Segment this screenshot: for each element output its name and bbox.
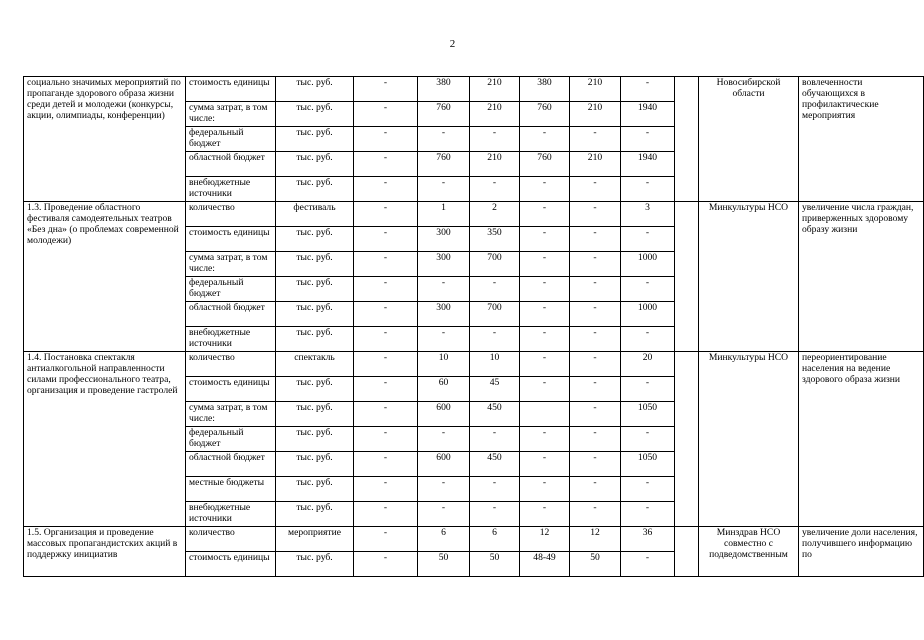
value-cell: 600 bbox=[418, 452, 470, 477]
indicator-cell: сумма затрат, в том числе: bbox=[186, 252, 276, 277]
indicator-cell: федеральный бюджет bbox=[186, 427, 276, 452]
value-cell: - bbox=[470, 427, 520, 452]
value-cell: - bbox=[354, 227, 418, 252]
value-cell bbox=[520, 402, 570, 427]
blank-cell bbox=[675, 352, 699, 527]
value-cell: - bbox=[354, 402, 418, 427]
unit-cell: тыс. руб. bbox=[276, 102, 354, 127]
value-cell: - bbox=[354, 177, 418, 202]
unit-cell: мероприятие bbox=[276, 527, 354, 552]
value-cell: 210 bbox=[570, 102, 621, 127]
unit-cell: тыс. руб. bbox=[276, 452, 354, 477]
value-cell: - bbox=[621, 427, 675, 452]
value-cell: 300 bbox=[418, 302, 470, 327]
activity-name-cell: социально значимых мероприятий по пропаганде здорового образа жизни среди детей и молодежи (конкурсы, акции, олимпиады, конференции) bbox=[24, 77, 186, 202]
value-cell: - bbox=[570, 377, 621, 402]
unit-cell: тыс. руб. bbox=[276, 427, 354, 452]
value-cell: - bbox=[470, 502, 520, 527]
value-cell: 210 bbox=[470, 77, 520, 102]
value-cell: 48-49 bbox=[520, 552, 570, 577]
indicator-cell: количество bbox=[186, 527, 276, 552]
unit-cell: тыс. руб. bbox=[276, 402, 354, 427]
value-cell: - bbox=[570, 352, 621, 377]
value-cell: - bbox=[520, 227, 570, 252]
value-cell: 760 bbox=[418, 152, 470, 177]
value-cell: - bbox=[354, 252, 418, 277]
value-cell: - bbox=[470, 177, 520, 202]
value-cell: - bbox=[354, 77, 418, 102]
value-cell: 700 bbox=[470, 252, 520, 277]
value-cell: - bbox=[418, 127, 470, 152]
indicator-cell: стоимость единицы bbox=[186, 77, 276, 102]
value-cell: - bbox=[354, 302, 418, 327]
indicator-cell: федеральный бюджет bbox=[186, 127, 276, 152]
value-cell: - bbox=[520, 302, 570, 327]
table-row bbox=[24, 527, 924, 552]
expected-result-cell: увеличение доли населения, получившего информацию по bbox=[799, 527, 924, 577]
value-cell: 760 bbox=[520, 102, 570, 127]
value-cell: - bbox=[621, 177, 675, 202]
value-cell: - bbox=[470, 127, 520, 152]
value-cell: - bbox=[621, 502, 675, 527]
value-cell: - bbox=[621, 377, 675, 402]
expected-result-cell: увеличение числа граждан, приверженных здоровому образу жизни bbox=[799, 202, 924, 352]
executor-cell: Минкультуры НСО bbox=[699, 202, 799, 352]
value-cell: 380 bbox=[418, 77, 470, 102]
value-cell: - bbox=[621, 77, 675, 102]
blank-cell bbox=[675, 527, 699, 577]
value-cell: - bbox=[354, 352, 418, 377]
table-row bbox=[24, 202, 924, 227]
value-cell: - bbox=[418, 477, 470, 502]
value-cell: 50 bbox=[570, 552, 621, 577]
value-cell: - bbox=[621, 477, 675, 502]
value-cell: - bbox=[520, 377, 570, 402]
value-cell: - bbox=[354, 327, 418, 352]
value-cell: 700 bbox=[470, 302, 520, 327]
value-cell: - bbox=[520, 327, 570, 352]
value-cell: 300 bbox=[418, 227, 470, 252]
value-cell: 300 bbox=[418, 252, 470, 277]
table-row bbox=[24, 77, 924, 102]
value-cell: - bbox=[570, 427, 621, 452]
value-cell: - bbox=[570, 402, 621, 427]
value-cell: - bbox=[354, 477, 418, 502]
value-cell: 1940 bbox=[621, 152, 675, 177]
value-cell: 1050 bbox=[621, 452, 675, 477]
value-cell: - bbox=[520, 502, 570, 527]
value-cell: - bbox=[520, 127, 570, 152]
value-cell: - bbox=[418, 327, 470, 352]
value-cell: - bbox=[570, 177, 621, 202]
unit-cell: тыс. руб. bbox=[276, 477, 354, 502]
value-cell: - bbox=[570, 277, 621, 302]
value-cell: - bbox=[621, 327, 675, 352]
value-cell: 380 bbox=[520, 77, 570, 102]
value-cell: - bbox=[354, 277, 418, 302]
value-cell: - bbox=[520, 202, 570, 227]
value-cell: - bbox=[470, 327, 520, 352]
indicator-cell: стоимость единицы bbox=[186, 552, 276, 577]
value-cell: 6 bbox=[470, 527, 520, 552]
value-cell: - bbox=[520, 177, 570, 202]
activity-name-cell: 1.5. Организация и проведение массовых пропагандистских акций в поддержку инициатив bbox=[24, 527, 186, 577]
value-cell: 450 bbox=[470, 402, 520, 427]
value-cell: 450 bbox=[470, 452, 520, 477]
value-cell: - bbox=[520, 477, 570, 502]
value-cell: 760 bbox=[520, 152, 570, 177]
value-cell: - bbox=[621, 552, 675, 577]
indicator-cell: количество bbox=[186, 202, 276, 227]
value-cell: 1050 bbox=[621, 402, 675, 427]
value-cell: - bbox=[570, 502, 621, 527]
blank-cell bbox=[675, 202, 699, 352]
value-cell: - bbox=[418, 277, 470, 302]
value-cell: 2 bbox=[470, 202, 520, 227]
value-cell: - bbox=[354, 377, 418, 402]
unit-cell: тыс. руб. bbox=[276, 177, 354, 202]
value-cell: - bbox=[354, 102, 418, 127]
indicator-cell: стоимость единицы bbox=[186, 227, 276, 252]
value-cell: - bbox=[470, 477, 520, 502]
value-cell: 1000 bbox=[621, 302, 675, 327]
value-cell: 1940 bbox=[621, 102, 675, 127]
unit-cell: тыс. руб. bbox=[276, 127, 354, 152]
value-cell: - bbox=[418, 177, 470, 202]
unit-cell: фестиваль bbox=[276, 202, 354, 227]
value-cell: 10 bbox=[470, 352, 520, 377]
value-cell: 210 bbox=[470, 102, 520, 127]
executor-cell: Новосибирской области bbox=[699, 77, 799, 202]
value-cell: - bbox=[570, 477, 621, 502]
value-cell: 350 bbox=[470, 227, 520, 252]
unit-cell: тыс. руб. bbox=[276, 252, 354, 277]
value-cell: - bbox=[570, 452, 621, 477]
unit-cell: спектакль bbox=[276, 352, 354, 377]
unit-cell: тыс. руб. bbox=[276, 327, 354, 352]
activity-name-cell: 1.3. Проведение областного фестиваля самодеятельных театров «Без дна» (о проблемах современной молодежи) bbox=[24, 202, 186, 352]
unit-cell: тыс. руб. bbox=[276, 277, 354, 302]
value-cell: - bbox=[520, 427, 570, 452]
value-cell: - bbox=[570, 227, 621, 252]
value-cell: - bbox=[520, 277, 570, 302]
value-cell: - bbox=[418, 427, 470, 452]
value-cell: - bbox=[520, 352, 570, 377]
value-cell: 12 bbox=[520, 527, 570, 552]
unit-cell: тыс. руб. bbox=[276, 502, 354, 527]
value-cell: 50 bbox=[418, 552, 470, 577]
value-cell: 60 bbox=[418, 377, 470, 402]
table-body bbox=[24, 77, 924, 577]
indicator-cell: областной бюджет bbox=[186, 452, 276, 477]
blank-cell bbox=[675, 77, 699, 202]
value-cell: - bbox=[354, 452, 418, 477]
value-cell: - bbox=[570, 127, 621, 152]
unit-cell: тыс. руб. bbox=[276, 227, 354, 252]
indicator-cell: сумма затрат, в том числе: bbox=[186, 402, 276, 427]
value-cell: - bbox=[354, 202, 418, 227]
value-cell: - bbox=[354, 127, 418, 152]
value-cell: - bbox=[354, 527, 418, 552]
executor-cell: Минкультуры НСО bbox=[699, 352, 799, 527]
value-cell: 1 bbox=[418, 202, 470, 227]
unit-cell: тыс. руб. bbox=[276, 377, 354, 402]
unit-cell: тыс. руб. bbox=[276, 152, 354, 177]
indicator-cell: внебюджетные источники bbox=[186, 327, 276, 352]
value-cell: 760 bbox=[418, 102, 470, 127]
indicator-cell: областной бюджет bbox=[186, 302, 276, 327]
value-cell: - bbox=[520, 452, 570, 477]
executor-cell: Минздрав НСО совместно с подведомственным bbox=[699, 527, 799, 577]
value-cell: - bbox=[570, 302, 621, 327]
indicator-cell: местные бюджеты bbox=[186, 477, 276, 502]
value-cell: - bbox=[570, 327, 621, 352]
table-row bbox=[24, 352, 924, 377]
value-cell: - bbox=[354, 502, 418, 527]
indicator-cell: сумма затрат, в том числе: bbox=[186, 102, 276, 127]
value-cell: - bbox=[354, 427, 418, 452]
value-cell: - bbox=[418, 502, 470, 527]
value-cell: - bbox=[470, 277, 520, 302]
value-cell: 6 bbox=[418, 527, 470, 552]
activity-name-cell: 1.4. Постановка спектакля антиалкогольной направленности силами профессионального театра, организация и проведение гастролей bbox=[24, 352, 186, 527]
value-cell: - bbox=[354, 552, 418, 577]
value-cell: - bbox=[570, 252, 621, 277]
page-number: 2 bbox=[449, 38, 456, 50]
value-cell: - bbox=[621, 127, 675, 152]
value-cell: 50 bbox=[470, 552, 520, 577]
value-cell: - bbox=[621, 277, 675, 302]
value-cell: 210 bbox=[570, 77, 621, 102]
value-cell: 12 bbox=[570, 527, 621, 552]
value-cell: 20 bbox=[621, 352, 675, 377]
indicator-cell: количество bbox=[186, 352, 276, 377]
unit-cell: тыс. руб. bbox=[276, 302, 354, 327]
value-cell: - bbox=[354, 152, 418, 177]
indicator-cell: внебюджетные источники bbox=[186, 502, 276, 527]
value-cell: 3 bbox=[621, 202, 675, 227]
indicator-cell: внебюджетные источники bbox=[186, 177, 276, 202]
indicator-cell: областной бюджет bbox=[186, 152, 276, 177]
value-cell: 10 bbox=[418, 352, 470, 377]
expected-result-cell: переориентирование населения на ведение здорового образа жизни bbox=[799, 352, 924, 527]
program-table bbox=[23, 76, 924, 577]
value-cell: 210 bbox=[570, 152, 621, 177]
unit-cell: тыс. руб. bbox=[276, 77, 354, 102]
value-cell: 45 bbox=[470, 377, 520, 402]
indicator-cell: стоимость единицы bbox=[186, 377, 276, 402]
value-cell: 1000 bbox=[621, 252, 675, 277]
unit-cell: тыс. руб. bbox=[276, 552, 354, 577]
expected-result-cell: вовлеченности обучающихся в профилактические мероприятия bbox=[799, 77, 924, 202]
value-cell: 600 bbox=[418, 402, 470, 427]
indicator-cell: федеральный бюджет bbox=[186, 277, 276, 302]
value-cell: - bbox=[570, 202, 621, 227]
value-cell: 210 bbox=[470, 152, 520, 177]
value-cell: 36 bbox=[621, 527, 675, 552]
value-cell: - bbox=[621, 227, 675, 252]
value-cell: - bbox=[520, 252, 570, 277]
